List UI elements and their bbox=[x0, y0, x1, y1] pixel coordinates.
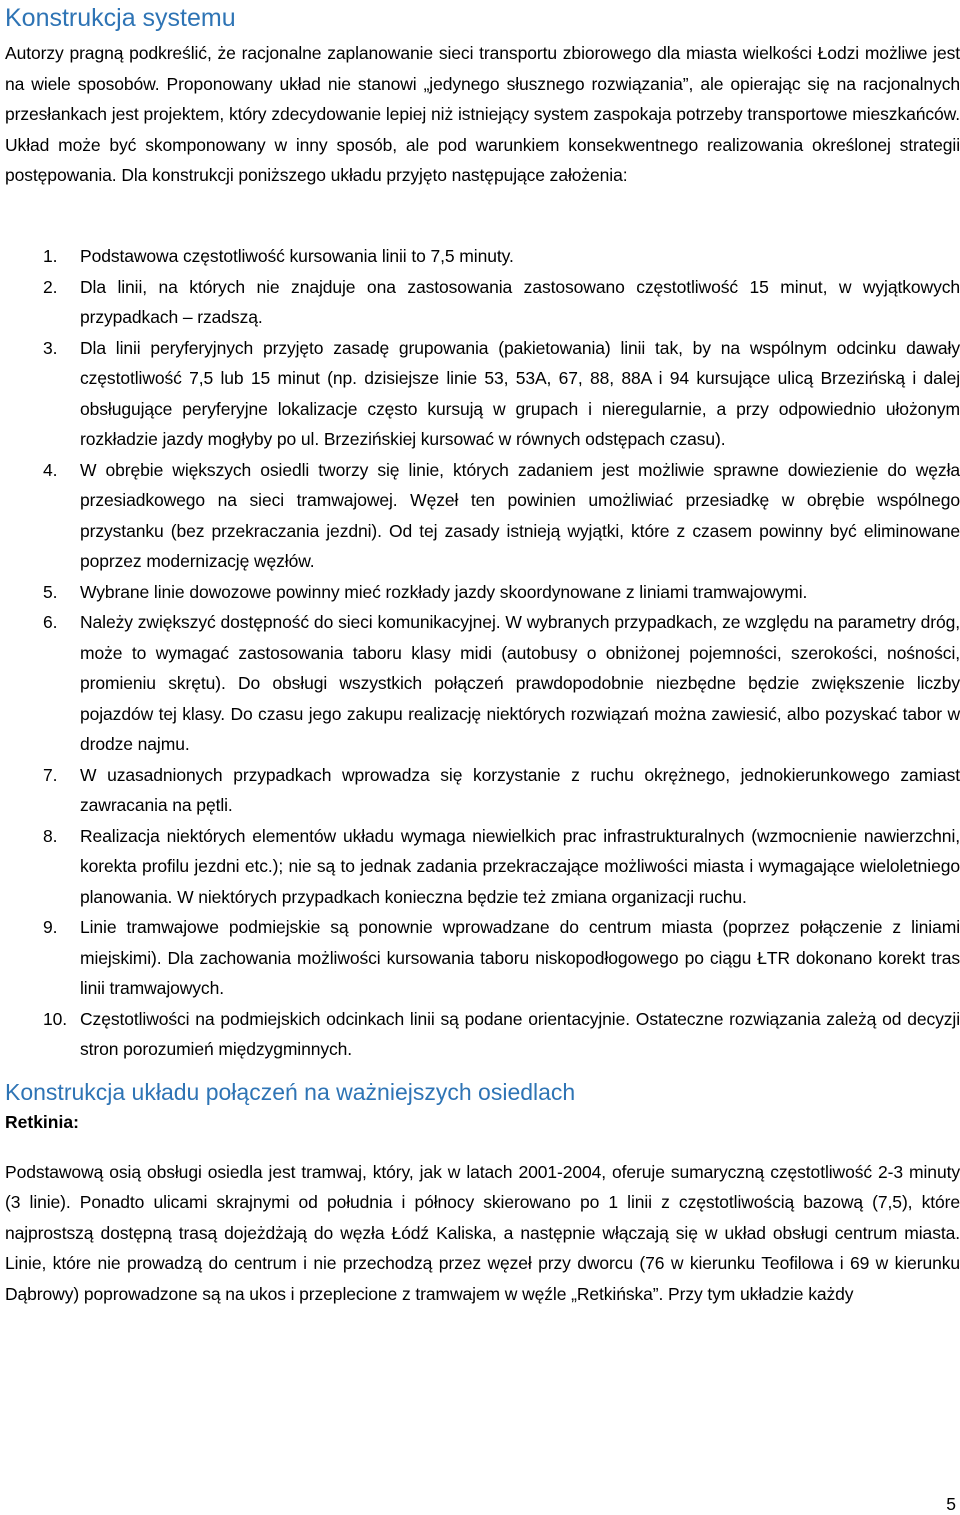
list-item-number: 4. bbox=[43, 459, 58, 480]
list-item-number: 9. bbox=[43, 917, 58, 937]
list-item bbox=[5, 272, 960, 333]
assumptions-list bbox=[5, 241, 960, 1065]
section-title-konstrukcja-systemu: Konstrukcja systemu bbox=[5, 4, 236, 32]
page-number: 5 bbox=[946, 1494, 956, 1514]
list-item-number: 5. bbox=[43, 581, 58, 602]
list-item bbox=[5, 912, 960, 1004]
intro-paragraph: Autorzy pragną podkreślić, że racjonalne zaplanowanie sieci transportu zbiorowego dla miasta wielkości Łodzi możliwe jest na wiele sposobów. Proponowany układ nie stanowi „jedynego słusznego rozwiązania”, ale opierając się na racjonalnych przesłankach jest projektem, który zdecydowanie lepiej niż istniejący system zaspokaja potrzeby transportowe mieszkańców. Układ może być skomponowany w inny sposób, ale pod warunkiem konsekwentnego realizowania określonej strategii postępowania. Dla konstrukcji poniższego układu przyjęto następujące założenia: bbox=[5, 43, 960, 185]
list-item-text: Częstotliwości na podmiejskich odcinkach linii są podane orientacyjnie. Ostateczne rozwiązania zależą od decyzji stron porozumień międzygminnych. bbox=[80, 1008, 960, 1059]
list-item-text: Realizacja niektórych elementów układu wymaga niewielkich prac infrastrukturalnych (wzmocnienie nawierzchni, korekta profilu jezdni etc.); nie są to jednak zadania przekraczające możliwości miasta i wymagające wieloletniego planowania. W niektórych przypadkach konieczna będzie też zmiana organizacji ruchu. bbox=[80, 825, 960, 907]
list-item bbox=[5, 607, 960, 760]
list-item-text: Wybrane linie dowozowe powinny mieć rozkłady jazdy skoordynowane z liniami tramwajowymi. bbox=[80, 581, 808, 602]
list-item-text: W uzasadnionych przypadkach wprowadza się korzystanie z ruchu okrężnego, jednokierunkowego zamiast zawracania na pętli. bbox=[80, 764, 960, 815]
list-item bbox=[5, 455, 960, 577]
list-item-text: Linie tramwajowe podmiejskie są ponownie wprowadzane do centrum miasta (poprzez połączenie z liniami miejskimi). Dla zachowania możliwości kursowania taboru niskopodłogowego po ciągu ŁTR dokonano korekt tras linii tramwajowych. bbox=[80, 917, 960, 998]
list-item-number: 10. bbox=[43, 1008, 68, 1029]
retkinia-paragraph: Podstawową osią obsługi osiedla jest tramwaj, który, jak w latach 2001-2004, oferuje sumaryczną częstotliwość 2-3 minuty (3 linie). Ponadto ulicami skrajnymi od południa i północy skierowano po 1 linii z częstotliwością bazową (7,5), które najprostszą dostępną trasą dojeżdżają do węzła Łódź Kaliska, a następnie włączają się w układ obsługi centrum miasta. Linie, które nie prowadzą do centrum i nie przechodzą przez węzeł przy dworcu (76 w kierunku Teofilowa i 69 w kierunku Dąbrowy) poprowadzone są na ukos i przeplecione z tramwajem w węźle „Retkińska”. Przy tym układzie każdy bbox=[5, 1161, 960, 1304]
list-item bbox=[5, 333, 960, 455]
list-item bbox=[5, 760, 960, 821]
list-item-text: Dla linii peryferyjnych przyjęto zasadę grupowania (pakietowania) linii tak, by na wspólnym odcinku dawały częstotliwość 7,5 lub 15 minut (np. dzisiejsze linie 53, 53A, 67, 88, 88A i 94 kursujące ulicą Brzezińską i dalej obsługujące peryferyjne lokalizacje często kursują w grupach i nieregularnie, a przy odpowiednio ułożonym rozkładzie jazdy mogłyby po ul. Brzezińskiej kursować w równych odstępach czasu). bbox=[80, 337, 960, 449]
list-item-number: 2. bbox=[43, 276, 58, 297]
list-item-number: 1. bbox=[43, 246, 58, 266]
list-item bbox=[5, 241, 960, 272]
subsection-title-retkinia: Retkinia: bbox=[5, 1111, 79, 1132]
list-item-text: Dla linii, na których nie znajduje ona zastosowania zastosowano częstotliwość 15 minut, w wyjątkowych przypadkach – rzadszą. bbox=[80, 276, 960, 327]
list-item-text: W obrębie większych osiedli tworzy się linie, których zadaniem jest możliwie sprawne dowiezienie do węzła przesiadkowego na sieci tramwajowej. Węzeł ten powinien umożliwiać przesiadkę w obrębie wspólnego przystanku (bez przekraczania jezdni). Od tej zasady istnieją wyjątki, które z czasem powinny być eliminowane poprzez modernizację węzłów. bbox=[80, 459, 960, 571]
document-page bbox=[5, 0, 960, 1309]
section-title-osiedla: Konstrukcja układu połączeń na ważniejszych osiedlach bbox=[5, 1078, 576, 1105]
list-item bbox=[5, 577, 960, 608]
list-item-text: Należy zwiększyć dostępność do sieci komunikacyjnej. W wybranych przypadkach, ze względu na parametry dróg, może to wymagać zastosowania taboru klasy midi (autobusy o obniżonej pojemności, szerokości, nośności, promieniu skrętu). Do obsługi wszystkich połączeń prawdopodobnie niezbędne będzie zwiększenie liczby pojazdów tej klasy. Do czasu jego zakupu realizację niektórych rozwiązań można zawiesić, albo pozyskać tabor w drodze najmu. bbox=[80, 612, 960, 754]
list-item bbox=[5, 1004, 960, 1065]
list-item-number: 7. bbox=[43, 764, 58, 785]
list-item-number: 6. bbox=[43, 612, 58, 632]
list-item-number: 3. bbox=[43, 337, 58, 358]
list-item bbox=[5, 821, 960, 913]
list-item-text: Podstawowa częstotliwość kursowania linii to 7,5 minuty. bbox=[80, 246, 514, 266]
list-item-number: 8. bbox=[43, 825, 58, 846]
